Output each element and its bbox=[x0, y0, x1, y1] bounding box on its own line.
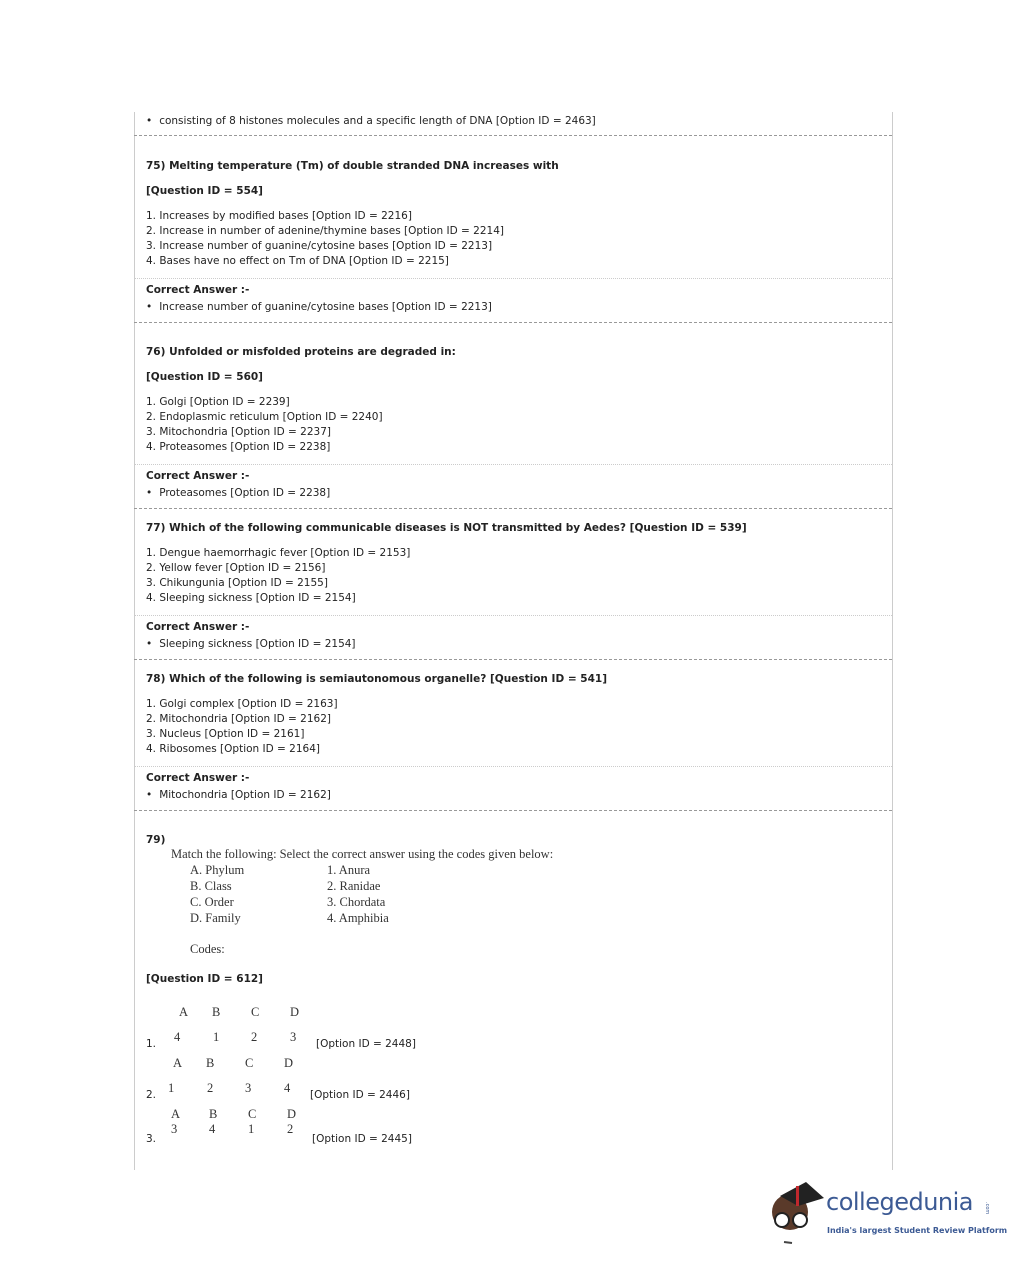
option: 3. Increase number of guanine/cytosine bases [Option ID = 2213] bbox=[146, 240, 493, 252]
divider bbox=[134, 135, 892, 136]
code-header: D bbox=[284, 1056, 294, 1070]
correct-answer: • Increase number of guanine/cytosine bases [Option ID = 2213] bbox=[146, 301, 492, 313]
code-header: C bbox=[248, 1107, 257, 1121]
option: 2. Yellow fever [Option ID = 2156] bbox=[146, 562, 326, 574]
option-number: 2. bbox=[146, 1089, 157, 1101]
code-header: A bbox=[173, 1056, 183, 1070]
code-header: B bbox=[206, 1056, 215, 1070]
divider bbox=[134, 615, 892, 616]
option: 4. Sleeping sickness [Option ID = 2154] bbox=[146, 592, 356, 604]
divider bbox=[134, 278, 892, 279]
code-header: C bbox=[251, 1005, 260, 1019]
option: 3. Nucleus [Option ID = 2161] bbox=[146, 728, 305, 740]
match-left: B. Class bbox=[190, 879, 232, 893]
code-value: 4 bbox=[284, 1081, 291, 1095]
divider bbox=[134, 810, 892, 811]
codes-label: Codes: bbox=[190, 942, 225, 956]
option-number: 3. bbox=[146, 1133, 157, 1145]
option: 1. Golgi [Option ID = 2239] bbox=[146, 396, 290, 408]
divider bbox=[134, 322, 892, 323]
option-number: 1. bbox=[146, 1038, 157, 1050]
question-79-id: [Question ID = 612] bbox=[146, 973, 263, 985]
correct-answer-label: Correct Answer :- bbox=[146, 470, 250, 482]
code-value: 3 bbox=[245, 1081, 252, 1095]
question-75-title: 75) Melting temperature (Tm) of double stranded DNA increases with bbox=[146, 160, 559, 172]
option-id: [Option ID = 2445] bbox=[312, 1133, 412, 1145]
code-value: 4 bbox=[209, 1122, 216, 1136]
code-value: 4 bbox=[174, 1030, 181, 1044]
logo-tagline: India's largest Student Review Platform bbox=[827, 1226, 1008, 1235]
code-header: B bbox=[212, 1005, 221, 1019]
correct-answer: • Mitochondria [Option ID = 2162] bbox=[146, 789, 331, 801]
option: 3. Chikungunia [Option ID = 2155] bbox=[146, 577, 328, 589]
code-value: 1 bbox=[248, 1122, 255, 1136]
code-value: 1 bbox=[168, 1081, 175, 1095]
option: 3. Mitochondria [Option ID = 2237] bbox=[146, 426, 332, 438]
question-77-title: 77) Which of the following communicable diseases is NOT transmitted by Aedes? [Question ID = 539] bbox=[146, 522, 747, 534]
divider bbox=[134, 464, 892, 465]
code-header: C bbox=[245, 1056, 254, 1070]
option: 2. Increase in number of adenine/thymine bases [Option ID = 2214] bbox=[146, 225, 504, 237]
code-header: A bbox=[179, 1005, 189, 1019]
question-76-id: [Question ID = 560] bbox=[146, 371, 263, 383]
code-value: 3 bbox=[171, 1122, 178, 1136]
correct-answer: • Sleeping sickness [Option ID = 2154] bbox=[146, 638, 356, 650]
correct-answer-label: Correct Answer :- bbox=[146, 284, 250, 296]
question-79-intro: Match the following: Select the correct answer using the codes given below: bbox=[171, 847, 554, 861]
code-value: 2 bbox=[207, 1081, 214, 1095]
option: 1. Increases by modified bases [Option ID = 2216] bbox=[146, 210, 412, 222]
logo-suffix: .com bbox=[984, 1202, 990, 1215]
code-value: 2 bbox=[251, 1030, 258, 1044]
previous-answer: • consisting of 8 histones molecules and a specific length of DNA [Option ID = 2463] bbox=[146, 115, 596, 127]
correct-answer-label: Correct Answer :- bbox=[146, 621, 250, 633]
option: 4. Bases have no effect on Tm of DNA [Option ID = 2215] bbox=[146, 255, 449, 267]
code-header: B bbox=[209, 1107, 218, 1121]
match-left: C. Order bbox=[190, 895, 234, 909]
option: 1. Dengue haemorrhagic fever [Option ID = 2153] bbox=[146, 547, 411, 559]
option: 4. Proteasomes [Option ID = 2238] bbox=[146, 441, 331, 453]
match-right: 1. Anura bbox=[327, 863, 371, 877]
code-header: D bbox=[287, 1107, 297, 1121]
option: 4. Ribosomes [Option ID = 2164] bbox=[146, 743, 320, 755]
divider bbox=[134, 508, 892, 509]
code-header: A bbox=[171, 1107, 181, 1121]
question-79-number: 79) bbox=[146, 834, 166, 846]
match-right: 4. Amphibia bbox=[327, 911, 389, 925]
match-left: A. Phylum bbox=[190, 863, 245, 877]
option: 2. Endoplasmic reticulum [Option ID = 2240] bbox=[146, 411, 383, 423]
divider bbox=[134, 766, 892, 767]
code-value: 2 bbox=[287, 1122, 294, 1136]
option-id: [Option ID = 2448] bbox=[316, 1038, 416, 1050]
option: 1. Golgi complex [Option ID = 2163] bbox=[146, 698, 338, 710]
match-right: 3. Chordata bbox=[327, 895, 386, 909]
option: 2. Mitochondria [Option ID = 2162] bbox=[146, 713, 332, 725]
code-value: 3 bbox=[290, 1030, 297, 1044]
correct-answer: • Proteasomes [Option ID = 2238] bbox=[146, 487, 330, 499]
option-id: [Option ID = 2446] bbox=[310, 1089, 410, 1101]
question-75-id: [Question ID = 554] bbox=[146, 185, 263, 197]
logo-name: collegedunia bbox=[826, 1188, 974, 1216]
question-78-title: 78) Which of the following is semiautonomous organelle? [Question ID = 541] bbox=[146, 673, 607, 685]
match-left: D. Family bbox=[190, 911, 241, 925]
code-value: 1 bbox=[213, 1030, 220, 1044]
question-76-title: 76) Unfolded or misfolded proteins are degraded in: bbox=[146, 346, 456, 358]
mascot-icon bbox=[766, 1176, 826, 1246]
collegedunia-logo bbox=[766, 1176, 1008, 1246]
match-right: 2. Ranidae bbox=[327, 879, 381, 893]
code-header: D bbox=[290, 1005, 300, 1019]
divider bbox=[134, 659, 892, 660]
correct-answer-label: Correct Answer :- bbox=[146, 772, 250, 784]
